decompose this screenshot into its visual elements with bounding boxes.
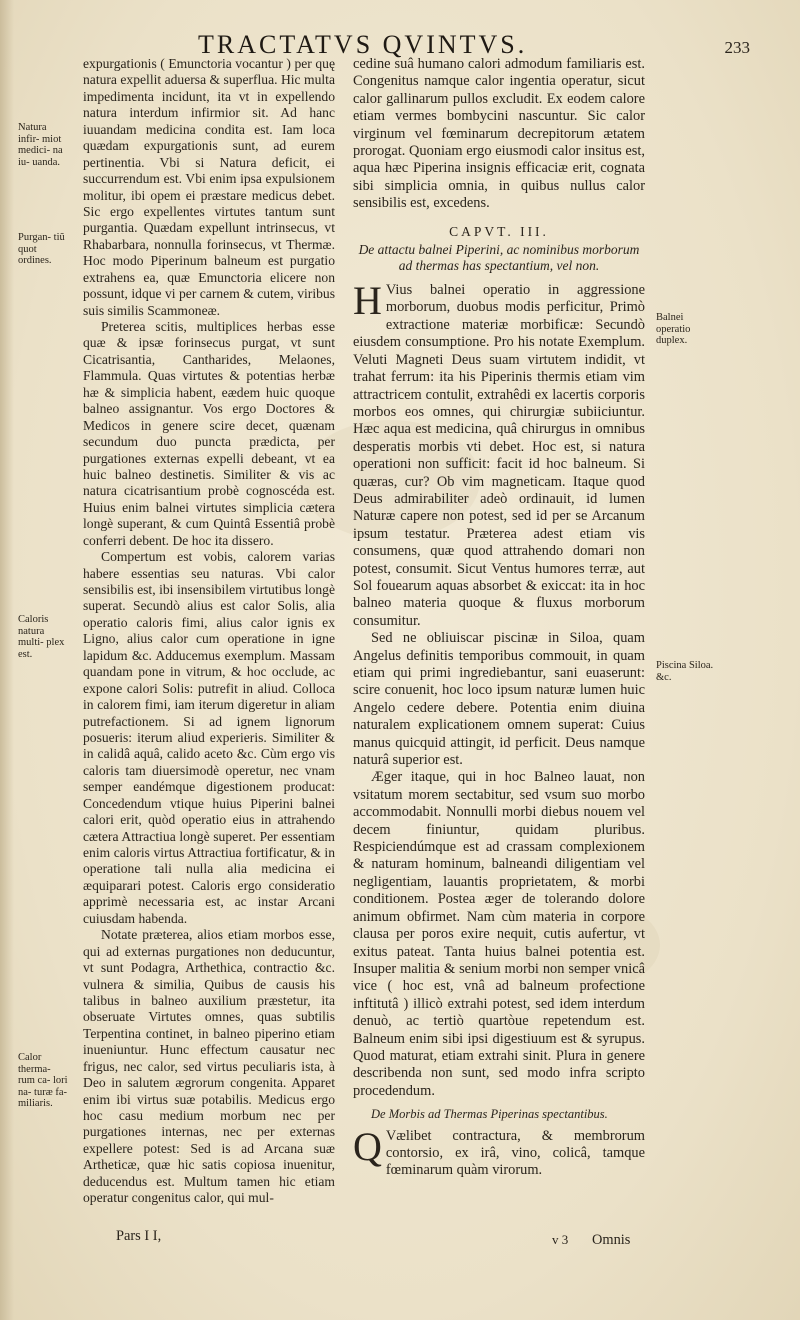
left-column [83, 56, 335, 1207]
section-subtitle: De Morbis ad Thermas Piperinas spectantibus. [371, 1107, 608, 1122]
chapter-title: De attactu balnei Piperini, ac nominibus morborum ad thermas has spectantium, vel non. [358, 242, 640, 274]
page-gutter-shadow [0, 0, 14, 1320]
margin-note: Balnei operatio duplex. [656, 312, 691, 346]
page-number: 233 [724, 38, 750, 57]
paragraph-with-drop-cap: HVius balnei operatio in aggressione morborum, duobus modis perficitur, Primò extractione materiæ morbificæ: Secundò eiusdem consumptione. Pro his notate Exemplum. Veluti Magneti Deus suam virtutem indidit, vt trahat ferrum: ita his Piperinis thermis etiam vim attractricem contulit, extrahêdi ex lacertis corporis morbos eos omnes, qui chirurgiæ subiiciuntur. Hæc aqua est medicina, quâ chirurgus in omnibus desperatis morbis vti debet. Hoc est, si natura operationi non sufficit: facit id hoc balneum. Si quæras, cur? Ob vim magneticam. Itaque quod Deus admirabiliter adeò ordinauit, id lumen Naturæ capere non potest, sed id per se Arcanum ipsum testatur. Præterea adest etiam vis consumens, quæ quod attrahendo domari non potest, consumit. Sicut Ventus humores terræ, aut Sol fouearum aquas absorbet & exiccat: ita in hoc balneo materia quoque & fluxus morborum consumitur. [353, 278, 645, 629]
chapter-heading: CAPVT. III. [449, 223, 549, 239]
running-title: TRACTATVS QVINTVS. [198, 30, 528, 59]
right-column [353, 56, 645, 1180]
paragraph: cedine suâ humano calori admodum familiaris est. Congenitus namque calor ingentia operatur, sicut calor gallinarum pullos excludit. Ex eodem calore etiam vermes bombycini nascuntur. Sic calor virginum vel fœminarum decrepitorum ætatem prorogat. Quoniam ergo eiusmodi calor insitus est, aqua hæc Piperina insignis efficaciæ erit, cognata sibi simplicia omnia, in quibus nullus calor sensibilis est, excedens. [353, 56, 645, 212]
margin-note: Purgan- tiũ quot ordines. [18, 232, 65, 266]
paragraph: Preterea scitis, multiplices herbas esse quæ & ipsæ forinsecus purgat, vt sunt Cicatrisantia, Cantharides, Melaones, Flammula. Quas virtutes & potentias herbæ hæ & simplicia habent, eædem huic quoque balneo assignantur. Vos ergo Doctores & Medicos in genere scire decet, quænam secundum duo puncta prædicta, per purgationes externas expelli debeant, vt ea huic balneo destinetis. Similiter & vis ac natura cicatrisantium probè cognoscéda est. Huius enim balnei virtutes simplicia cætera longè superant, & cum Quintâ Essentiâ probè conferri debent. De hoc ita dissero. [83, 319, 335, 548]
paragraph: Compertum est vobis, calorem varias habere essentias seu naturas. Vbi calor sensibilis est, ibi insensibilem virtutibus longè superat. Secundò alius est calor Solis, alia operatio caloris fimi, alius calor ignis ex Ligno, alius calor cum operatione in igne lapidum &c. Adducemus exemplum. Massam quandam pone in vitrum, & hoc occlude, ac expone calori Solis: putrefit in aliud. Colloca in calorem fimi, iam iterum digeretur in aliam putrefactionem. Si ad ignem lignorum posueris: iterum aliud experieris. Similiter & in calidâ aquâ, calido aceto &c. Cùm ergo vis caloris tam diuersimodè operetur, nec vnam semper eandémque digestionem producat: Concedendum vtique huius Piperini balnei calori erit, quòd operatio eius in attrahendo cætera Attractiua longè superet. Per essentiam enim caloris virtus Attractiua fortificatur, & in operatione tali nulla alia medicina ei æquiparari potest. Caloris ergo consideratio apprimè necessaria est, ac instar Arcani cuiusdam habenda. [83, 549, 335, 926]
signature-mark: v 3 [552, 1232, 569, 1247]
paragraph: Notate præterea, alios etiam morbos esse, qui ad externas purgationes non deducuntur, vt sunt Podagra, Arthethica, contractio &c. vulnera & similia, Quibus de causis his talibus in balneo auxilium præstetur, ita obseruate Virtutes omnes, quas subtilis Terpentina continet, in balneo piperino etiam inueniuntur. Hunc effectum causatur nec frigus, nec calor, sed virtus peculiaris ista, à Deo in salutem ægrorum congenita. Apparet enim ibi virtus suæ potabilis. Medicus ergo hoc casu medium morbum nec per purgationes internas, nec per externas expellere potest: Sed is ad Arcana suæ Artheticæ, quæ hic satis copiosa inuenitur, deducendus est. Multum tamen hic etiam operatur congenitus calor, qui mul- [83, 927, 335, 1206]
paragraph: Æger itaque, qui in hoc Balneo lauat, non vsitatum morem sectabitur, sed vsum suo morbo accommodabit. Nonnulli morbi diebus nouem vel decem finiuntur, quidam pluribus. Respiciendúmque est ad crassam complexionem & naturam hominum, balneandi diligentiam vel negligentiam, lauantis proprietatem, & morbi conditionem. Postea æger de tolerando dolore animum obfirmet. Nam cùm materia in corpore clausa per poros exire nequit, cutis aufertur, vt exitus pateat. Tanta huius balnei potentia est. Insuper malitia & senium morbi non semper vnicâ vice ( hoc est, vnâ ad balneum profectione inftitutâ ) illicò extrahi potest, sed idem interdum denuò, ac tertiò quartòue repetendum est. Balneum enim sibi ipsi digestiuum est & syrupus. Quod maturat, etiam extrahi sinit. Plura in genere describenda non sunt, sed modo infra scripto procedendum. [353, 769, 645, 1099]
part-indicator: Pars I I, [116, 1228, 162, 1244]
paragraph: expurgationis ( Emunctoria vocantur ) per quę natura expellit aduersa & superflua. Hic multa impedimenta incidunt, ita vt in expellendo natura interdum infirmior sit. Ad hanc iuuandam medicina condita est. Iam loca quædam expurgationis sunt, ad eurem pertinentia. Vbi si Natura deficit, ei succurrendum est. Vbi enim ipsa expulsionem molitur, ibi opem ei præstare medicus debet. Sic ergo expellentes virtutes tantum sunt purgantia. Quædam expellunt intrinsecus, vt Rhabarbara, nonnulla forinsecus, vt Thermæ. Hoc modo Piperinum balneum est purgatio extrahens ea, quæ Emunctoria elicere non possunt, idque vi per carnem & cutem, viribus suis similis Scammoneæ. [83, 56, 335, 318]
paragraph-with-drop-cap: QVælibet contractura, & membrorum contorsio, ex irâ, vino, colicâ, tamque fœminarum quàm virorum. [353, 1123, 645, 1179]
paragraph: Sed ne obliuiscar piscinæ in Siloa, quam Angelus definitis temporibus commouit, in quam etiam qui primi ingrediebantur, sani euaserunt: scire conuenit, hoc loco ipsum naturæ lumen huic Angelo cedere debere. Potentia enim diuina naturalem explicationem omnem superat: Cuius manus quicquid attingit, id perficit. Deus namque naturâ superior est. [353, 630, 645, 769]
margin-note: Calor therma- rum ca- lori na- turæ fa- miliaris. [18, 1052, 68, 1109]
margin-note: Natura infir- miot medici- na iu- uanda. [18, 122, 63, 168]
margin-note: Caloris natura multi- plex est. [18, 614, 65, 660]
margin-note: Piscina Siloa. &c. [656, 660, 714, 683]
catchword: Omnis [592, 1232, 631, 1248]
